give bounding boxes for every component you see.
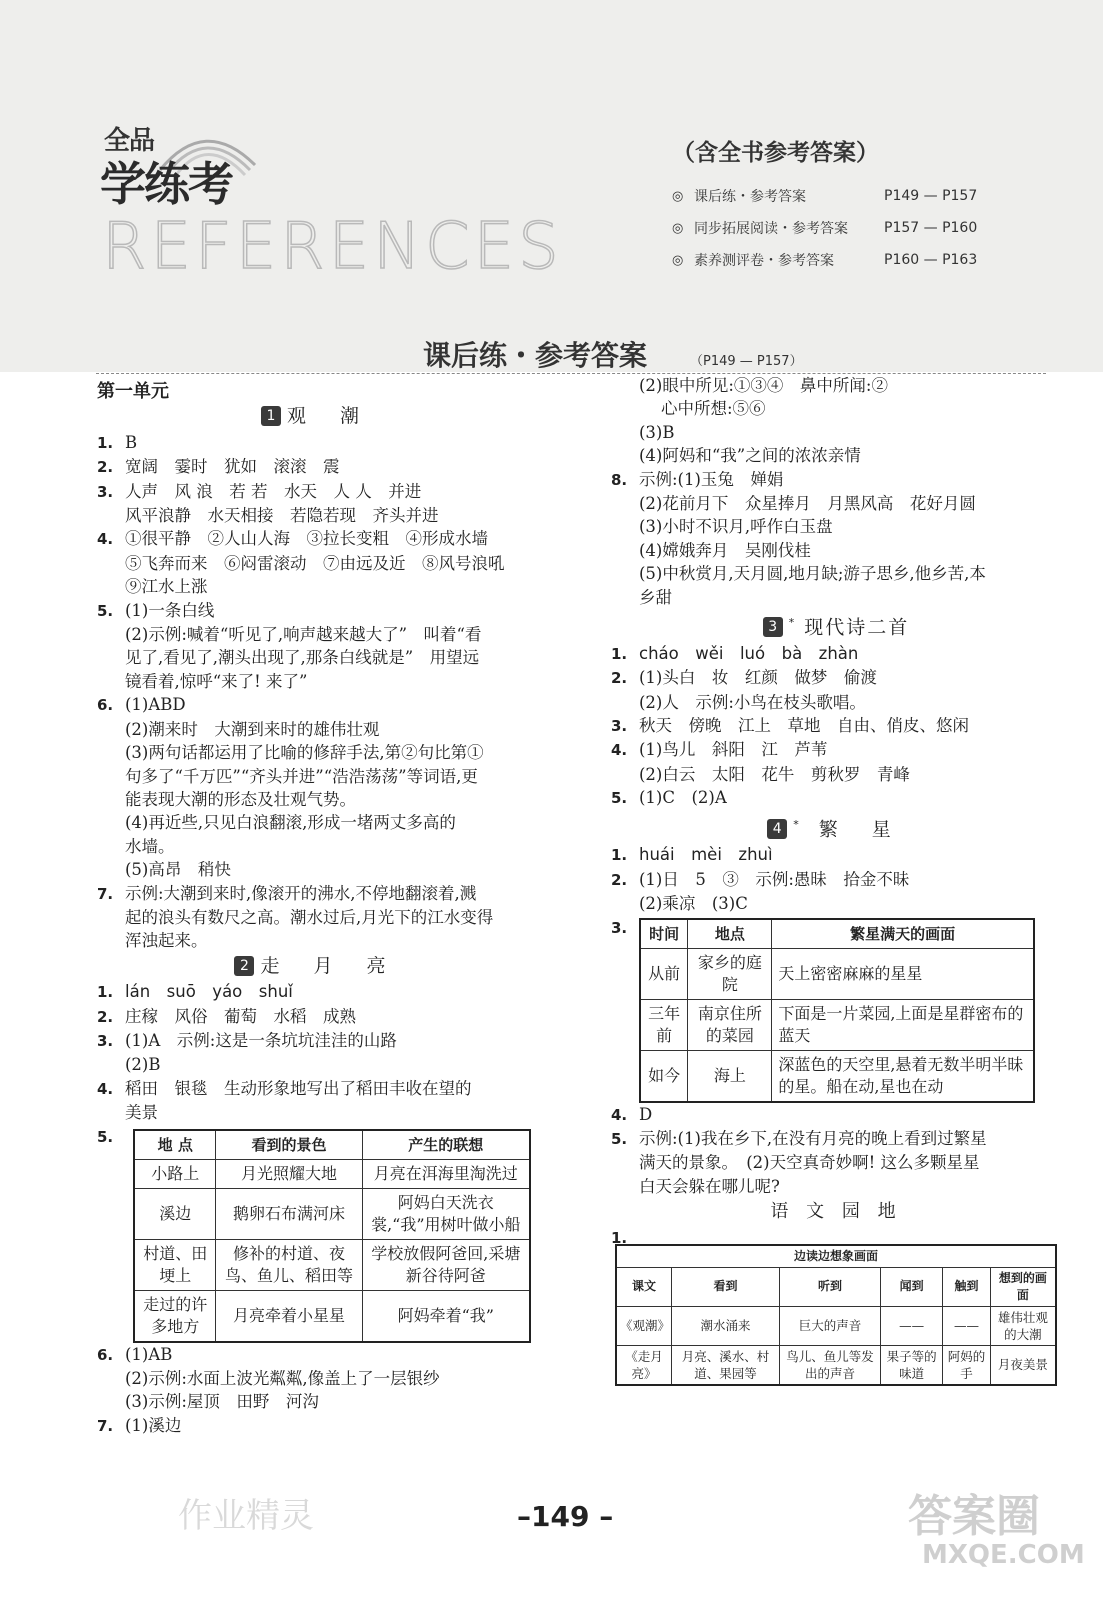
left-column: 第一单元 1 观 潮 1. B 2. 宽阔 霎时 犹如 滚滚 震 3. 人声 风 浪 若 若 水天 人 人 并进 风平浪静 水天相接 若隐若现 齐头并进 4. ①很平静 ②人山人海 ③拉长变粗 ④形成水墙 ⑤飞奔而来 ⑥闷雷滚动 ⑦由远及近 ⑧风号浪吼 ⑨江水上涨 5. (1)一条白线 (2)示例:喊着“听见了,响声越来越大了” 叫着“看 见了,看见了,潮头出现了,那条白线就是” 用望远 镜看着,惊呼“来了! 来了” 6. (1)ABD (2)潮来时 大潮到来时的雄伟壮观 (3)两句话都运用了比喻的修辞手法,第②句比第① 句多了“千万匹”“齐头并进”“浩浩荡荡”等词语,更 能表现大潮的形态及壮观气势。 (4)再近些,只见白浪翻滚,形成一堵两丈多高的 水墙。 (5)高昂 稍快 7. 示例:大潮到来时,像滚开的沸水,不停地翻滚着,溅 起的浪头有数尺之高。潮水过后,月光下的江水变得 浑浊起来。 2 走 月 亮 1. lán suō yáo shuǐ 2. 庄稼 风俗 葡萄 水稻 成熟 3. (1)A 示例:这是一条坑坑洼洼的山路 (2)B 4. 稻田 银毯 生动形象地写出了稻田丰收在望的 美景 5. 地 点 看到的景色 产生的联想 小路上 月光照耀大地 月亮在洱海里淘洗过 溪边 鹅卵石布满河床 阿妈白天洗衣裳,“我”用树叶做小船 村道、田埂上 修补的村道、夜鸟、鱼儿、稻田等 学校放假阿爸回,采塘新谷待阿爸 走过的许多地方 月亮牵着小星星 阿妈牵着“我” 6. (1)AB (2)示例:水面上波光粼粼,像盖上了一层银纱 (3)示例:屋顶 田野 河沟 7. (1)溪边 <box>97 380 537 1438</box>
table-row: 溪边 鹅卵石布满河床 阿妈白天洗衣裳,“我”用树叶做小船 <box>134 1188 530 1239</box>
section-range: （P149 — P157） <box>690 354 803 369</box>
table-row: 《观潮》 潮水涌来 巨大的声音 —— —— 雄伟壮观的大潮 <box>616 1306 1056 1345</box>
circle-bullet-icon: ◎ <box>672 252 684 268</box>
garden-heading: 语 文 园 地 <box>770 1201 902 1223</box>
table-row: 如今 海上 深蓝色的天空里,悬着无数半明半昧的星。船在动,星也在动 <box>640 1050 1034 1102</box>
toc-row: ◎ 课后练・参考答案 P149 — P157 <box>672 188 978 205</box>
scenery-table: 地 点 看到的景色 产生的联想 小路上 月光照耀大地 月亮在洱海里淘洗过 溪边 鹅卵石布满河床 阿妈白天洗衣裳,“我”用树叶做小船 村道、田埂上 修补的村道、夜鸟、鱼儿、稻田等 学校放假阿爸回,采塘新谷待阿爸 走过的许多地方 月亮牵着小星星 阿妈牵着“我” <box>133 1129 531 1343</box>
header-band <box>0 0 1103 372</box>
lesson-title: 2 走 月 亮 <box>97 955 537 978</box>
table-row: 从前 家乡的庭院 天上密密麻麻的星星 <box>640 948 1034 999</box>
table-row: 走过的许多地方 月亮牵着小星星 阿妈牵着“我” <box>134 1290 530 1342</box>
watermark-logo: 答案圈 <box>908 1491 1040 1542</box>
watermark-text: 作业精灵 <box>178 1496 314 1536</box>
lesson-title: 1 观 潮 <box>97 405 537 428</box>
table-row: 村道、田埂上 修补的村道、夜鸟、鱼儿、稻田等 学校放假阿爸回,采塘新谷待阿爸 <box>134 1239 530 1290</box>
table-row: 小路上 月光照耀大地 月亮在洱海里淘洗过 <box>134 1159 530 1188</box>
imagination-table: 边读边想象画面 课文 看到 听到 闻到 触到 想到的画面 《观潮》 潮水涌来 巨大的声音 —— —— 雄伟壮观的大潮 《走月亮》 月亮、溪水、村道、果园等 鸟儿、鱼儿等发出的声音 果子等的味道 阿妈的手 月夜美景 <box>615 1244 1057 1386</box>
references-word: REFERENCES <box>102 210 563 284</box>
circle-bullet-icon: ◎ <box>672 220 684 236</box>
circle-bullet-icon: ◎ <box>672 188 684 204</box>
table-row: 《走月亮》 月亮、溪水、村道、果园等 鸟儿、鱼儿等发出的声音 果子等的味道 阿妈的手 月夜美景 <box>616 1345 1056 1385</box>
toc-list <box>672 180 977 276</box>
stars-table: 时间 地点 繁星满天的画面 从前 家乡的庭院 天上密密麻麻的星星 三年前 南京住所的菜园 下面是一片菜园,上面是星群密布的蓝天 如今 海上 深蓝色的天空里,悬着无数半明半昧的星。船在动,星也在动 <box>639 918 1035 1103</box>
right-column: (2)眼中所见:①③④ 鼻中所闻:② 心中所想:⑤⑥ (3)B (4)阿妈和“我”之间的浓浓亲情 8. 示例:(1)玉兔 婵娟 (2)花前月下 众星捧月 月黑风高 花好月圆 (3)小时不识月,呼作白玉盘 (4)嫦娥奔月 吴刚伐桂 (5)中秋赏月,天月圆,地月缺;游子思乡,他乡苦,本 乡甜 3 * 现代诗二首 1. cháo wěi luó bà zhàn 2. (1)头白 妆 红颜 做梦 偷渡 (2)人 示例:小鸟在枝头歌唱。 3. 秋天 傍晚 江上 草地 自由、俏皮、悠闲 4. (1)鸟儿 斜阳 江 芦苇 (2)白云 太阳 花牛 剪秋罗 青峰 5. (1)C (2)A 4 * 繁 星 1. huái mèi zhuì 2. (1)日 5 ③ 示例:愚昧 拾金不昧 (2)乘凉 (3)C 3. 时间 地点 繁星满天的画面 从前 家乡的庭院 天上密密麻麻的星星 三年前 南京住所的菜园 下面是一片菜园,上面是星群密布的蓝天 如今 海上 深蓝色的天空里,悬着无数半明半昧的星。船在动,星也在动 4. D 5. 示例:(1)我在乡下,在没有月亮的晚上看到过繁星 满天的景象。 (2)天空真奇妙啊! 这么多颗星星 白天会躲在哪儿呢? 语 文 园 地 1. 边读边想象画面 课文 看到 听到 闻到 触到 想到的画面 《观潮》 潮水涌来 巨大的声音 —— —— 雄伟壮观的大潮 《走月亮》 月亮、溪水、村道、果园等 鸟儿、鱼儿等发出的声音 果子等的味道 阿妈的手 月夜美景 <box>611 374 1061 1386</box>
lesson-title: 4 * 繁 星 <box>611 813 1061 842</box>
toc-row: ◎ 同步拓展阅读・参考答案 P157 — P160 <box>672 220 978 237</box>
brand-top-text: 全品 <box>104 126 155 156</box>
page-number: –149 – <box>517 1500 614 1533</box>
brand-logo: 学练考 <box>100 157 232 211</box>
table-row: 三年前 南京住所的菜园 下面是一片菜园,上面是星群密布的蓝天 <box>640 999 1034 1050</box>
watermark-url: MXQE.COM <box>922 1540 1085 1570</box>
unit-heading: 第一单元 <box>97 381 169 402</box>
toc-title: （含全书参考答案） <box>672 140 879 166</box>
toc-row: ◎ 素养测评卷・参考答案 P160 — P163 <box>672 252 978 269</box>
section-title: 课后练・参考答案 <box>423 339 648 372</box>
lesson-title: 3 * 现代诗二首 <box>611 611 1061 640</box>
